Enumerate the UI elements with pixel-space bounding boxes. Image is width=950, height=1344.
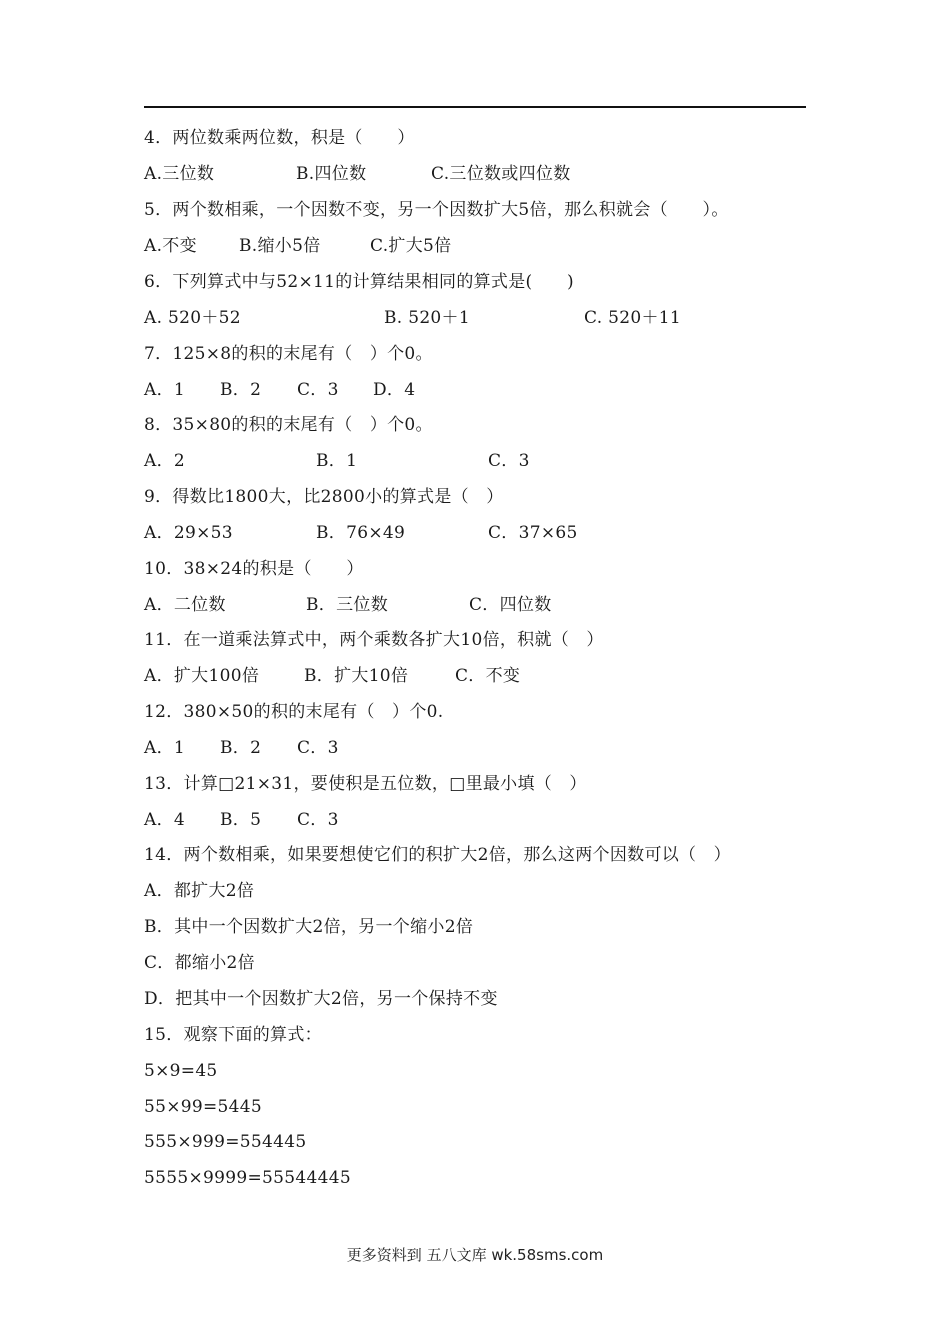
option-b: B．其中一个因数扩大2倍，另一个缩小2倍: [144, 917, 474, 937]
option-c: C．37×65: [488, 523, 578, 543]
option-b: B．2: [220, 738, 262, 758]
option-a: A.三位数: [144, 164, 215, 184]
question-12-stem: 12．380×50的积的末尾有（ ）个0.: [144, 702, 444, 722]
option-a: A．二位数: [144, 595, 226, 615]
option-a: A．扩大100倍: [144, 666, 260, 686]
option-c: C.扩大5倍: [370, 236, 452, 256]
option-b: B．2: [220, 380, 262, 400]
question-7-stem: 7．125×8的积的末尾有（ ）个0。: [144, 344, 433, 364]
option-a: A．2: [144, 451, 185, 471]
option-a: A．都扩大2倍: [144, 881, 255, 901]
question-14-stem: 14．两个数相乘，如果要想使它们的积扩大2倍，那么这两个因数可以（ ）: [144, 845, 731, 865]
option-b: B．1: [316, 451, 358, 471]
option-c: C. 520＋11: [584, 308, 681, 328]
option-c: C.三位数或四位数: [431, 164, 571, 184]
question-8-stem: 8．35×80的积的末尾有（ ）个0。: [144, 415, 433, 435]
equation-line: 5555×9999=55544445: [144, 1168, 351, 1188]
option-c: C．3: [488, 451, 530, 471]
option-b: B. 520＋1: [384, 308, 470, 328]
option-d: D．4: [373, 380, 416, 400]
option-a: A．1: [144, 380, 185, 400]
option-b: B．扩大10倍: [304, 666, 409, 686]
option-a: A. 520＋52: [144, 308, 241, 328]
option-b: B．5: [220, 810, 262, 830]
question-4-stem: 4．两位数乘两位数，积是（ ）: [144, 128, 415, 148]
footer-watermark: 更多资料到 五八文库 wk.58sms.com: [346, 1246, 604, 1264]
question-15-stem: 15．观察下面的算式：: [144, 1025, 322, 1045]
equation-line: 55×99=5445: [144, 1097, 263, 1117]
option-d: D．把其中一个因数扩大2倍，另一个保持不变: [144, 989, 498, 1009]
option-c: C．都缩小2倍: [144, 953, 255, 973]
question-10-stem: 10．38×24的积是（ ）: [144, 559, 364, 579]
option-a: A.不变: [144, 236, 197, 256]
option-b: B．76×49: [316, 523, 406, 543]
option-c: C．3: [297, 380, 339, 400]
option-c: C．四位数: [469, 595, 552, 615]
equation-line: 555×999=554445: [144, 1132, 307, 1152]
question-9-stem: 9．得数比1800大，比2800小的算式是（ ）: [144, 487, 504, 507]
header-rule: [144, 106, 806, 108]
option-c: C．3: [297, 738, 339, 758]
question-13-stem: 13．计算□21×31，要使积是五位数，□里最小填（ ）: [144, 774, 587, 794]
option-b: B.四位数: [296, 164, 367, 184]
question-11-stem: 11．在一道乘法算式中，两个乘数各扩大10倍，积就（ ）: [144, 630, 604, 650]
question-5-stem: 5．两个数相乘，一个因数不变，另一个因数扩大5倍，那么积就会（ ）。: [144, 200, 729, 220]
option-b: B.缩小5倍: [239, 236, 321, 256]
option-b: B．三位数: [306, 595, 388, 615]
question-6-stem: 6．下列算式中与52×11的计算结果相同的算式是( ): [144, 272, 574, 292]
option-c: C．不变: [455, 666, 521, 686]
option-a: A．29×53: [144, 523, 233, 543]
option-c: C．3: [297, 810, 339, 830]
option-a: A．1: [144, 738, 185, 758]
option-a: A．4: [144, 810, 185, 830]
equation-line: 5×9=45: [144, 1061, 218, 1081]
